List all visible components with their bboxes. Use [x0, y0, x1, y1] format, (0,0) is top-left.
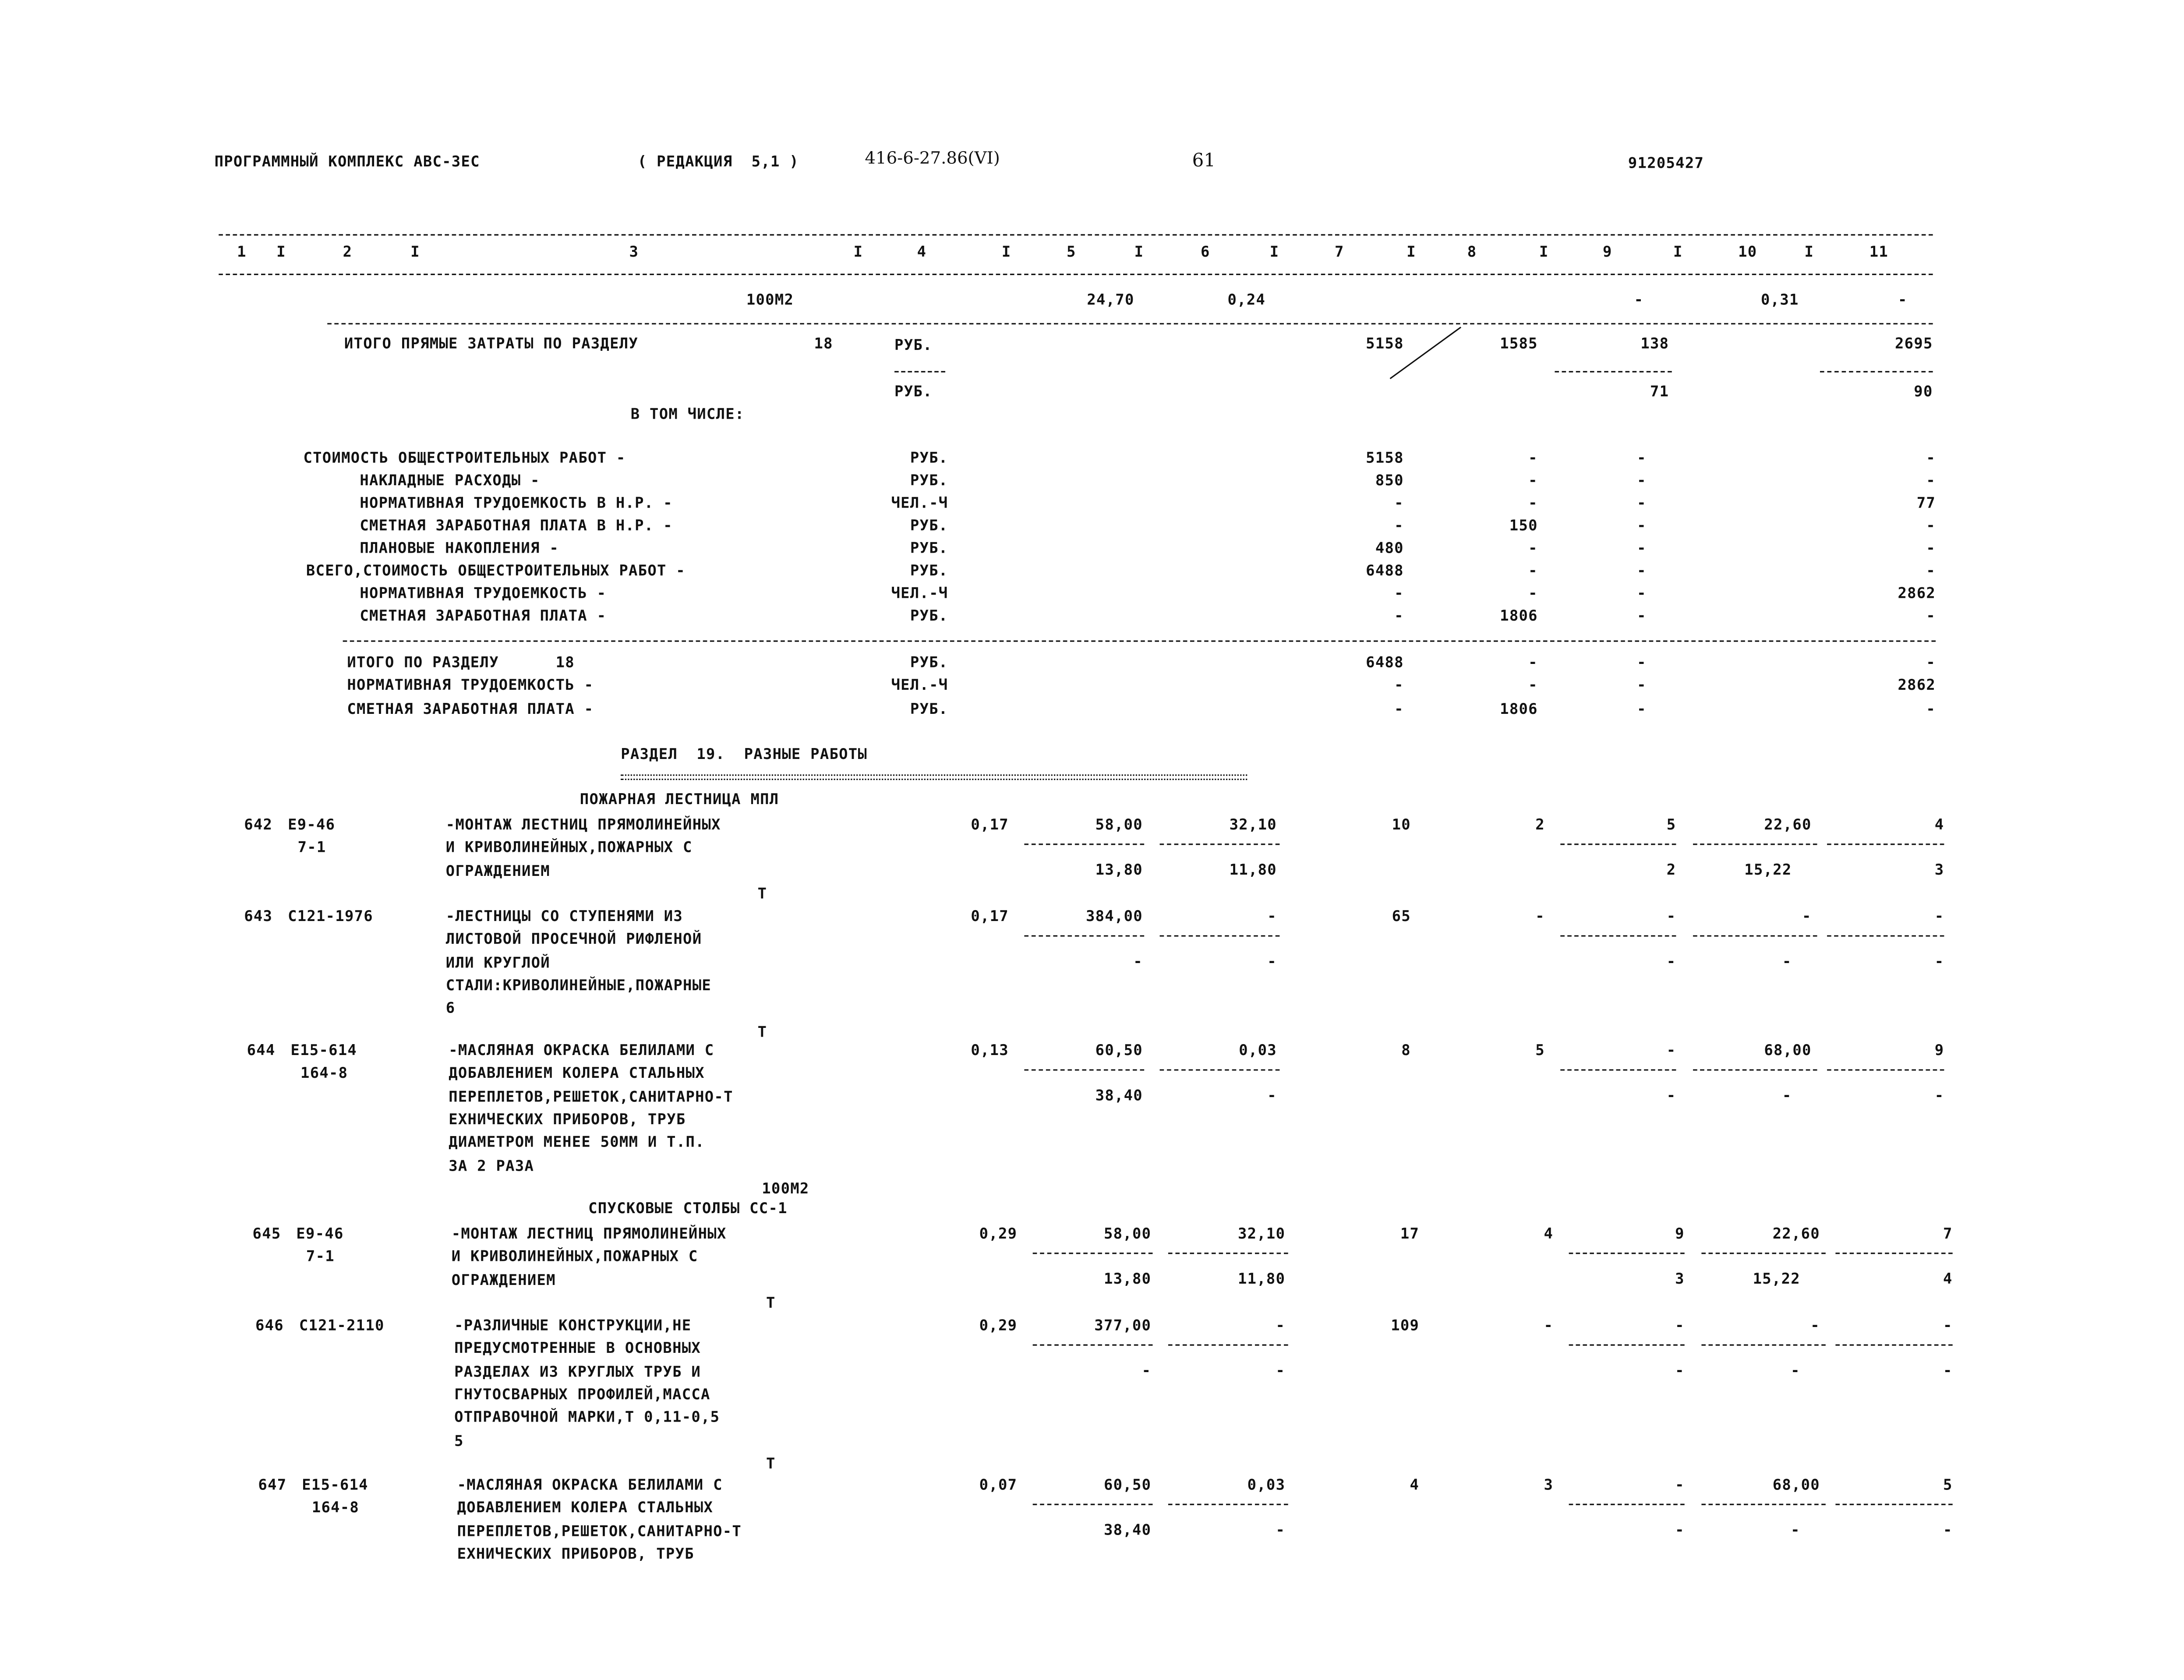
- direct-costs-label: ИТОГО ПРЯМЫЕ ЗАТРАТЫ ПО РАЗДЕЛУ: [344, 335, 639, 353]
- item-description-line: И КРИВОЛИНЕЙНЫХ,ПОЖАРНЫХ С: [451, 1249, 698, 1266]
- summary-c11: -: [1926, 608, 1936, 625]
- item-description-line: -МОНТАЖ ЛЕСТНИЦ ПРЯМОЛИНЕЙНЫХ: [445, 816, 721, 834]
- handwritten-code: 416-6-27.86(VI): [865, 148, 1000, 168]
- item-c5-sub: 38,40: [1104, 1522, 1152, 1539]
- direct-costs-c9-dash: [1555, 371, 1672, 372]
- summary-label: СТОИМОСТЬ ОБЩЕСТРОИТЕЛЬНЫХ РАБОТ -: [303, 450, 626, 467]
- item-sub-rule: [1835, 1253, 1952, 1254]
- summary-label: НАКЛАДНЫЕ РАСХОДЫ -: [360, 473, 540, 490]
- total-c8: 1806: [1500, 701, 1538, 718]
- item-c5-sub: 38,40: [1095, 1087, 1143, 1105]
- column-divider: I: [1134, 244, 1144, 261]
- direct-costs-c9b: 71: [1650, 384, 1669, 401]
- column-header-6: 6: [1200, 244, 1210, 261]
- total-c7: -: [1394, 701, 1404, 718]
- item-description-line: ОТПРАВОЧНОЙ МАРКИ,Т 0,11-0,5: [454, 1409, 720, 1426]
- summary-unit: ЧЕЛ.-Ч: [891, 585, 948, 603]
- summary-c7: -: [1394, 518, 1404, 535]
- item-c11: 4: [1934, 816, 1944, 834]
- item-description-line: ПЕРЕПЛЕТОВ,РЕШЕТОК,САНИТАРНО-Т: [449, 1088, 733, 1105]
- direct-costs-unit: РУБ.: [894, 337, 933, 354]
- item-c5-sub: -: [1141, 1362, 1152, 1380]
- item-c9: -: [1675, 1477, 1685, 1494]
- subtitle-fire-ladder: ПОЖАРНАЯ ЛЕСТНИЦА МПЛ: [580, 791, 779, 808]
- column-header-5: 5: [1067, 244, 1076, 261]
- item-c6: -: [1276, 1317, 1286, 1334]
- item-c7: 8: [1401, 1042, 1411, 1059]
- item-c9: 5: [1666, 816, 1676, 834]
- item-sub-rule: [1033, 1345, 1153, 1346]
- summary-c8: -: [1528, 495, 1538, 512]
- item-number: 647: [258, 1477, 287, 1494]
- top-c6: 0,24: [1227, 292, 1266, 309]
- item-c7: 10: [1392, 816, 1411, 834]
- summary-unit: РУБ.: [910, 450, 948, 467]
- item-description-line: СТАЛИ:КРИВОЛИНЕЙНЫЕ,ПОЖАРНЫЕ: [445, 977, 711, 995]
- item-sub-rule: [1835, 1345, 1952, 1346]
- item-code-2: 164-8: [300, 1065, 348, 1082]
- summary-unit: РУБ.: [910, 563, 948, 580]
- item-c6: -: [1267, 908, 1277, 925]
- item-c6-sub: 11,80: [1237, 1271, 1286, 1288]
- total-label: НОРМАТИВНАЯ ТРУДОЕМКОСТЬ -: [347, 677, 594, 694]
- item-c10: 22,60: [1772, 1225, 1820, 1243]
- item-code: С121-1976: [288, 908, 373, 925]
- item-code: Е9-46: [296, 1225, 344, 1243]
- item-qty: 0,29: [979, 1225, 1018, 1243]
- item-sub-rule: [1024, 935, 1144, 936]
- summary-c11: -: [1926, 473, 1936, 490]
- summary-c7: -: [1394, 585, 1404, 603]
- header-rule-bottom: [219, 274, 1933, 275]
- summary-label: СМЕТНАЯ ЗАРАБОТНАЯ ПЛАТА В Н.Р. -: [360, 518, 673, 535]
- item-c10-sub: -: [1791, 1362, 1800, 1380]
- total-unit: РУБ.: [910, 701, 948, 718]
- summary-unit: РУБ.: [910, 518, 948, 535]
- item-description-line: -ЛЕСТНИЦЫ СО СТУПЕНЯМИ ИЗ: [445, 908, 683, 925]
- item-description-line: ДИАМЕТРОМ МЕНЕЕ 50ММ И Т.П.: [449, 1134, 705, 1151]
- total-unit: ЧЕЛ.-Ч: [891, 677, 948, 694]
- summary-label: СМЕТНАЯ ЗАРАБОТНАЯ ПЛАТА -: [360, 608, 607, 625]
- item-description-line: ПРЕДУСМОТРЕННЫЕ В ОСНОВНЫХ: [454, 1340, 701, 1358]
- summary-c8: -: [1528, 450, 1538, 467]
- item-description-line: ИЛИ КРУГЛОЙ: [445, 954, 550, 971]
- item-c11-sub: 4: [1943, 1271, 1953, 1288]
- item-description-line: 6: [445, 1000, 456, 1017]
- summary-c7: -: [1394, 608, 1404, 625]
- summary-c7: -: [1394, 495, 1404, 512]
- item-c5-sub: -: [1133, 953, 1143, 971]
- item-c8: 4: [1544, 1225, 1554, 1243]
- item-sub-rule: [1827, 844, 1944, 845]
- item-sub-rule: [1827, 1069, 1944, 1070]
- item-description-line: ДОБАВЛЕНИЕМ КОЛЕРА СТАЛЬНЫХ: [457, 1500, 714, 1517]
- doc-number: 91205427: [1628, 155, 1704, 172]
- item-description-line: ОГРАЖДЕНИЕМ: [451, 1271, 556, 1289]
- item-c11: -: [1934, 908, 1944, 925]
- item-c9: -: [1675, 1317, 1685, 1334]
- item-code: Е15-614: [290, 1042, 357, 1059]
- summary-c9: -: [1637, 495, 1647, 512]
- item-c7: 17: [1400, 1225, 1420, 1243]
- summary-unit: ЧЕЛ.-Ч: [891, 495, 948, 512]
- item-c11: 9: [1934, 1042, 1944, 1059]
- summary-c11: -: [1926, 450, 1936, 467]
- item-c6: 32,10: [1237, 1225, 1286, 1243]
- item-sub-rule: [1160, 844, 1280, 845]
- item-c9-sub: 3: [1675, 1271, 1685, 1288]
- handwritten-slash: [1390, 327, 1462, 380]
- item-c10: 22,60: [1764, 816, 1812, 834]
- item-c9-sub: 2: [1666, 861, 1676, 879]
- item-number: 642: [244, 816, 273, 834]
- item-c9-sub: -: [1666, 1087, 1676, 1105]
- item-description-line: -МАСЛЯНАЯ ОКРАСКА БЕЛИЛАМИ С: [449, 1042, 714, 1059]
- item-c8: 2: [1535, 816, 1545, 834]
- column-header-7: 7: [1334, 244, 1344, 261]
- item-sub-rule: [1693, 844, 1817, 845]
- item-code-2: 164-8: [311, 1499, 360, 1517]
- total-label: СМЕТНАЯ ЗАРАБОТНАЯ ПЛАТА -: [347, 701, 594, 718]
- section-19-title: РАЗДЕЛ 19. РАЗНЫЕ РАБОТЫ: [621, 746, 868, 763]
- item-c9-sub: -: [1666, 953, 1676, 971]
- item-description-line: -МОНТАЖ ЛЕСТНИЦ ПРЯМОЛИНЕЙНЫХ: [451, 1225, 727, 1243]
- item-c10: -: [1810, 1317, 1820, 1334]
- summary-c11: 2862: [1898, 585, 1936, 603]
- item-sub-rule: [1835, 1504, 1952, 1505]
- item-description-line: РАЗДЕЛАХ ИЗ КРУГЛЫХ ТРУБ И: [454, 1363, 701, 1380]
- top-unit: 100М2: [746, 292, 794, 309]
- summary-label: НОРМАТИВНАЯ ТРУДОЕМКОСТЬ В Н.Р. -: [360, 495, 673, 512]
- column-divider: I: [1673, 244, 1683, 261]
- item-c10: 68,00: [1772, 1477, 1820, 1494]
- total-label: ИТОГО ПО РАЗДЕЛУ 18: [347, 654, 575, 672]
- item-c5: 60,50: [1095, 1042, 1143, 1059]
- item-c11: 5: [1943, 1477, 1953, 1494]
- item-c10-sub: -: [1782, 953, 1792, 971]
- summary-c8: -: [1528, 563, 1538, 580]
- item-sub-rule: [1693, 1069, 1817, 1070]
- column-header-10: 10: [1738, 244, 1757, 261]
- direct-costs-c11-dash: [1820, 371, 1933, 372]
- direct-costs-unit-dash: [894, 371, 945, 372]
- item-description-line: ГНУТОСВАРНЫХ ПРОФИЛЕЙ,МАССА: [454, 1386, 710, 1404]
- top-c11: -: [1898, 292, 1908, 309]
- item-qty: 0,13: [971, 1042, 1009, 1059]
- item-description-line: ДОБАВЛЕНИЕМ КОЛЕРА СТАЛЬНЫХ: [449, 1065, 705, 1083]
- item-sub-rule: [1560, 1069, 1676, 1070]
- column-header-8: 8: [1467, 244, 1477, 261]
- program-title: ПРОГРАММНЫЙ КОМПЛЕКС АВС-3ЕС: [214, 154, 480, 171]
- column-header-4: 4: [917, 244, 927, 261]
- item-sub-rule: [1024, 844, 1144, 845]
- column-divider: I: [853, 244, 863, 261]
- summary-c9: -: [1637, 608, 1647, 625]
- item-c5: 58,00: [1095, 816, 1143, 834]
- summary-c7: 480: [1375, 540, 1404, 558]
- item-c11: -: [1943, 1317, 1953, 1334]
- item-c5: 384,00: [1085, 908, 1143, 925]
- direct-costs-section: 18: [814, 335, 833, 353]
- item-sub-rule: [1033, 1504, 1153, 1505]
- top-c9: -: [1634, 292, 1644, 309]
- item-sub-rule: [1701, 1345, 1825, 1346]
- total-c11: 2862: [1898, 677, 1936, 694]
- item-c10-sub: 15,22: [1753, 1271, 1800, 1288]
- column-divider: I: [1539, 244, 1549, 261]
- item-sub-rule: [1569, 1253, 1685, 1254]
- summary-c8: -: [1528, 473, 1538, 490]
- total-c11: -: [1926, 701, 1936, 718]
- total-c8: -: [1528, 677, 1538, 694]
- direct-costs-unit2: РУБ.: [894, 384, 933, 401]
- item-qty: 0,29: [979, 1317, 1018, 1334]
- column-header-11: 11: [1869, 244, 1889, 261]
- column-divider: I: [1001, 244, 1011, 261]
- item-c10: 68,00: [1764, 1042, 1812, 1059]
- item-c8: -: [1544, 1317, 1554, 1334]
- item-c8: 3: [1544, 1477, 1554, 1494]
- item-c11-sub: -: [1934, 1087, 1944, 1105]
- item-sub-rule: [1569, 1345, 1685, 1346]
- item-c6: 0,03: [1247, 1477, 1286, 1494]
- item-c9: -: [1666, 908, 1676, 925]
- item-code: Е15-614: [302, 1477, 368, 1494]
- summary-c7: 5158: [1366, 450, 1404, 467]
- item-c6-sub: -: [1276, 1522, 1286, 1539]
- item-c11-sub: -: [1943, 1522, 1953, 1539]
- item-sub-rule: [1560, 935, 1676, 936]
- item-description-line: ЕХНИЧЕСКИХ ПРИБОРОВ, ТРУБ: [457, 1546, 694, 1563]
- item-description-line: ЛИСТОВОЙ ПРОСЕЧНОЙ РИФЛЕНОЙ: [445, 931, 702, 949]
- item-c7: 109: [1391, 1317, 1420, 1334]
- direct-costs-c9: 138: [1640, 335, 1669, 353]
- item-c5: 60,50: [1104, 1477, 1152, 1494]
- item-description-line: -МАСЛЯНАЯ ОКРАСКА БЕЛИЛАМИ С: [457, 1477, 723, 1494]
- item-c6-sub: -: [1267, 953, 1277, 971]
- item-description-line: И КРИВОЛИНЕЙНЫХ,ПОЖАРНЫХ С: [445, 840, 693, 857]
- summary-c11: -: [1926, 540, 1936, 558]
- item-c11: 7: [1943, 1225, 1953, 1243]
- item-c5: 377,00: [1094, 1317, 1152, 1334]
- summary-label: ПЛАНОВЫЕ НАКОПЛЕНИЯ -: [360, 540, 559, 558]
- item-c5: 58,00: [1104, 1225, 1152, 1243]
- item-sub-rule: [1701, 1253, 1825, 1254]
- subtitle-descent-poles: СПУСКОВЫЕ СТОЛБЫ СС-1: [588, 1200, 788, 1218]
- item-description-line: ЗА 2 РАЗА: [449, 1157, 534, 1175]
- direct-costs-c11: 2695: [1895, 335, 1933, 353]
- item-c6-sub: 11,80: [1229, 861, 1277, 879]
- item-number: 645: [252, 1225, 281, 1243]
- item-c11-sub: -: [1934, 953, 1944, 971]
- item-sub-rule: [1160, 1069, 1280, 1070]
- top-c10: 0,31: [1761, 292, 1799, 309]
- item-c10-sub: -: [1782, 1087, 1792, 1105]
- item-c5-sub: 13,80: [1104, 1271, 1152, 1288]
- item-sub-rule: [1033, 1253, 1153, 1254]
- rule-1: [327, 323, 1933, 325]
- including-label: В ТОМ ЧИСЛЕ:: [630, 406, 745, 424]
- item-c7: 4: [1410, 1477, 1420, 1494]
- item-description-line: ОГРАЖДЕНИЕМ: [445, 862, 550, 880]
- total-unit: РУБ.: [910, 654, 948, 672]
- column-header-2: 2: [343, 244, 353, 261]
- item-qty: 0,17: [971, 908, 1009, 925]
- item-unit: Т: [757, 1023, 767, 1041]
- item-sub-rule: [1168, 1253, 1288, 1254]
- summary-c9: -: [1637, 473, 1647, 490]
- column-header-3: 3: [629, 244, 639, 261]
- total-c9: -: [1637, 654, 1647, 672]
- column-divider: I: [1804, 244, 1814, 261]
- item-c6-sub: -: [1276, 1362, 1286, 1380]
- summary-unit: РУБ.: [910, 473, 948, 490]
- total-c7: -: [1394, 677, 1404, 694]
- column-divider: I: [1269, 244, 1279, 261]
- item-qty: 0,17: [971, 816, 1009, 834]
- item-c6-sub: -: [1267, 1087, 1277, 1105]
- direct-costs-c11b: 90: [1914, 384, 1933, 401]
- item-c11-sub: -: [1943, 1362, 1953, 1380]
- item-sub-rule: [1160, 935, 1280, 936]
- summary-c9: -: [1637, 540, 1647, 558]
- item-c8: 5: [1535, 1042, 1545, 1059]
- item-sub-rule: [1168, 1345, 1288, 1346]
- item-c9: 9: [1675, 1225, 1685, 1243]
- item-c5-sub: 13,80: [1095, 861, 1143, 879]
- total-c7: 6488: [1366, 654, 1404, 672]
- item-code: С121-2110: [299, 1317, 385, 1334]
- summary-c9: -: [1637, 585, 1647, 603]
- edition-label: ( РЕДАКЦИЯ 5,1 ): [637, 154, 799, 171]
- item-sub-rule: [1168, 1504, 1288, 1505]
- item-qty: 0,07: [979, 1477, 1018, 1494]
- summary-c11: -: [1926, 563, 1936, 580]
- summary-unit: РУБ.: [910, 608, 948, 625]
- total-c9: -: [1637, 677, 1647, 694]
- header-rule-top: [219, 234, 1933, 236]
- column-header-9: 9: [1602, 244, 1612, 261]
- column-header-1: 1: [237, 244, 247, 261]
- item-code: Е9-46: [288, 816, 336, 834]
- item-sub-rule: [1701, 1504, 1825, 1505]
- summary-c11: 77: [1916, 495, 1936, 512]
- item-sub-rule: [1560, 844, 1676, 845]
- column-divider: I: [276, 244, 286, 261]
- item-unit: Т: [757, 886, 767, 903]
- item-c9: -: [1666, 1042, 1676, 1059]
- item-unit: Т: [766, 1295, 776, 1312]
- total-c9: -: [1637, 701, 1647, 718]
- item-c9-sub: -: [1675, 1362, 1685, 1380]
- summary-c9: -: [1637, 518, 1647, 535]
- direct-costs-c7: 5158: [1366, 335, 1404, 353]
- item-number: 643: [244, 908, 273, 925]
- column-divider: I: [410, 244, 420, 261]
- column-divider: I: [1407, 244, 1416, 261]
- summary-c8: 1806: [1500, 608, 1538, 625]
- summary-label: НОРМАТИВНАЯ ТРУДОЕМКОСТЬ -: [360, 585, 607, 603]
- item-description-line: ПЕРЕПЛЕТОВ,РЕШЕТОК,САНИТАРНО-Т: [457, 1523, 742, 1540]
- summary-c8: -: [1528, 540, 1538, 558]
- item-description-line: -РАЗЛИЧНЫЕ КОНСТРУКЦИИ,НЕ: [454, 1317, 692, 1334]
- item-number: 646: [255, 1317, 284, 1334]
- item-c11-sub: 3: [1934, 861, 1944, 879]
- rule-summary: [343, 640, 1936, 642]
- item-c9-sub: -: [1675, 1522, 1685, 1539]
- item-code-2: 7-1: [306, 1248, 335, 1266]
- item-description-line: ЕХНИЧЕСКИХ ПРИБОРОВ, ТРУБ: [449, 1111, 686, 1129]
- item-unit: Т: [766, 1455, 776, 1472]
- item-number: 644: [247, 1042, 276, 1059]
- item-sub-rule: [1693, 935, 1817, 936]
- direct-costs-c8: 1585: [1500, 335, 1538, 353]
- item-sub-rule: [1569, 1504, 1685, 1505]
- summary-c11: -: [1926, 518, 1936, 535]
- total-c8: -: [1528, 654, 1538, 672]
- summary-c7: 850: [1375, 473, 1404, 490]
- summary-c7: 6488: [1366, 563, 1404, 580]
- page-number: 61: [1192, 151, 1216, 172]
- top-c5: 24,70: [1087, 292, 1134, 309]
- total-c11: -: [1926, 654, 1936, 672]
- item-c10: -: [1802, 908, 1812, 925]
- item-c8: -: [1535, 908, 1545, 925]
- section-19-underline: [621, 774, 1247, 780]
- item-c6: 0,03: [1239, 1042, 1277, 1059]
- item-c10-sub: -: [1791, 1522, 1800, 1539]
- summary-c9: -: [1637, 563, 1647, 580]
- summary-label: ВСЕГО,СТОИМОСТЬ ОБЩЕСТРОИТЕЛЬНЫХ РАБОТ -: [306, 563, 686, 580]
- subtitle-unit: 100М2: [762, 1180, 809, 1198]
- item-code-2: 7-1: [297, 839, 326, 857]
- item-sub-rule: [1024, 1069, 1144, 1070]
- item-sub-rule: [1827, 935, 1944, 936]
- item-c10-sub: 15,22: [1744, 861, 1792, 879]
- summary-c8: -: [1528, 585, 1538, 603]
- item-c7: 65: [1392, 908, 1411, 925]
- summary-c9: -: [1637, 450, 1647, 467]
- summary-unit: РУБ.: [910, 540, 948, 558]
- summary-c8: 150: [1509, 518, 1538, 535]
- item-description-line: 5: [454, 1432, 464, 1450]
- item-c6: 32,10: [1229, 816, 1277, 834]
